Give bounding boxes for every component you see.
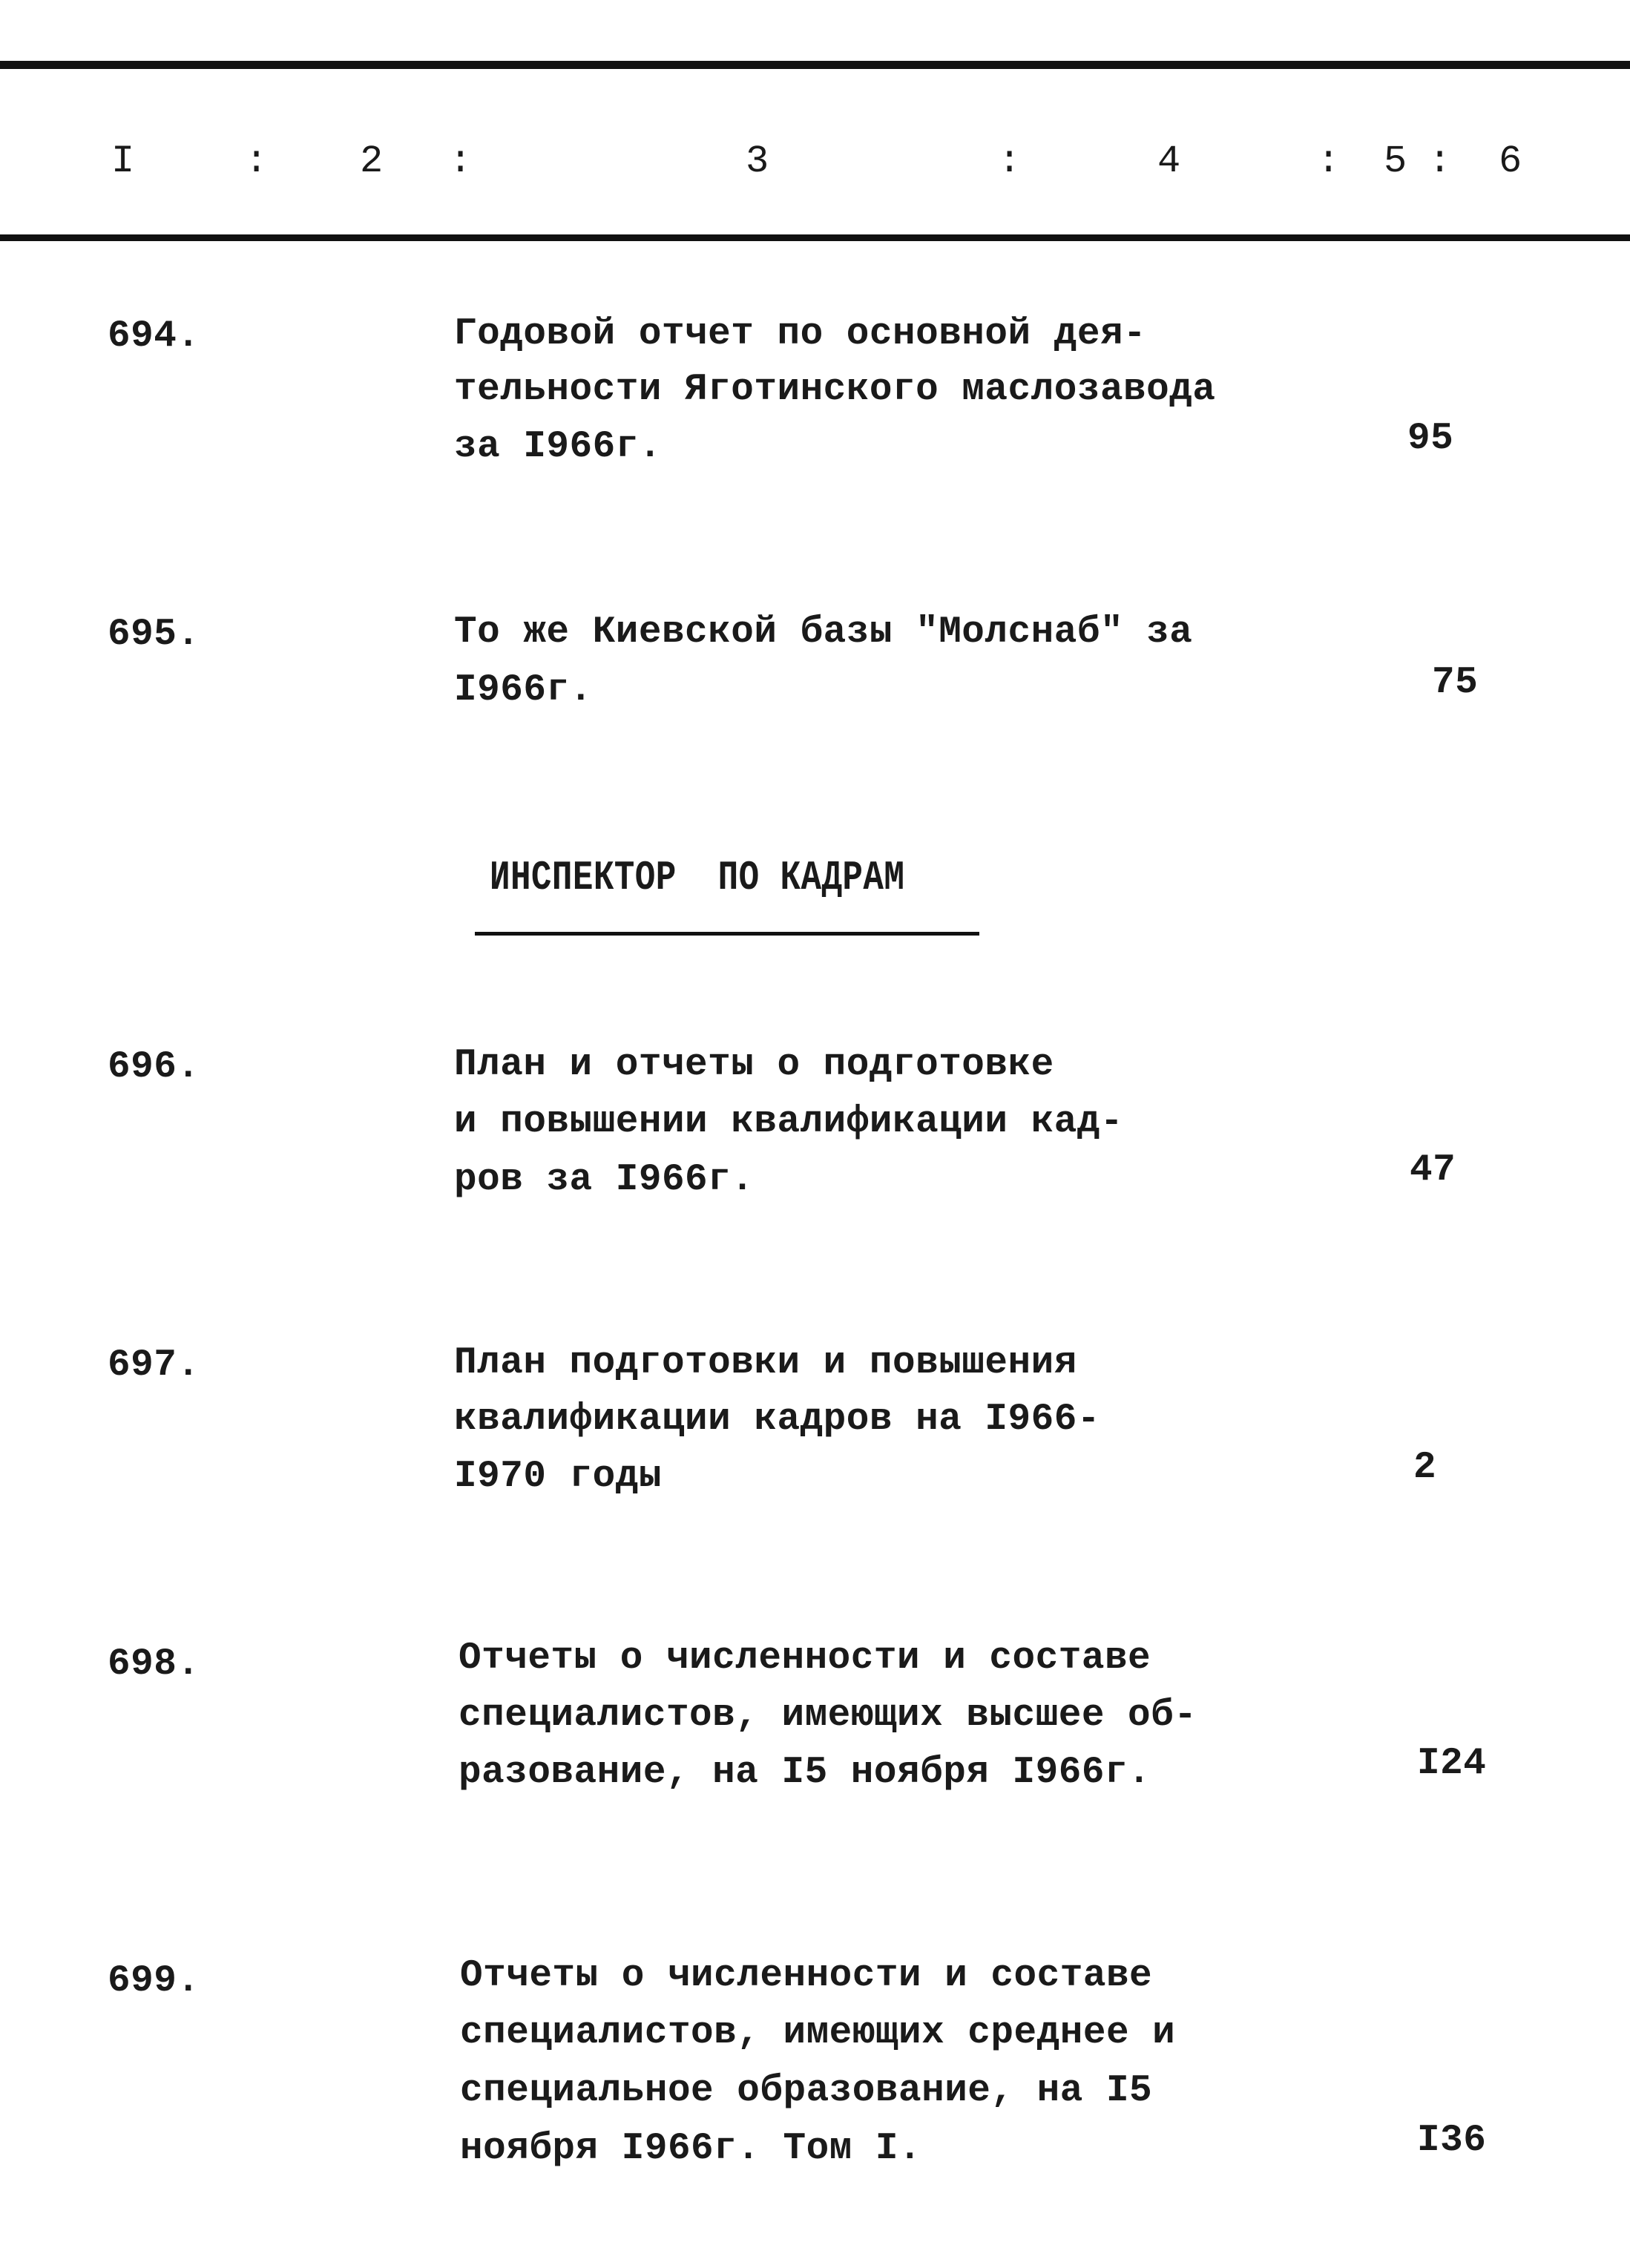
item-text-line: специалистов, имеющих высшее об- (459, 1695, 1197, 1737)
item-text-line: разование, на I5 ноября I966г. (459, 1752, 1151, 1794)
item-sheet-count: 2 (1413, 1447, 1437, 1489)
item-text-line: I966г. (454, 669, 593, 711)
column-separator: : (1428, 139, 1452, 183)
item-sheet-count: 95 (1407, 418, 1454, 460)
section-heading-underline (475, 932, 979, 936)
item-text-line: Отчеты о численности и составе (459, 1637, 1151, 1680)
item-text-line: квалификации кадров на I966- (454, 1398, 1100, 1441)
item-text-line: специалистов, имеющих среднее и (460, 2012, 1176, 2054)
column-header-2: 2 (360, 139, 384, 183)
column-header-4: 4 (1157, 139, 1181, 183)
column-separator: : (998, 139, 1022, 183)
item-number: 699. (108, 1960, 200, 2002)
item-text-line: Отчеты о численности и составе (460, 1955, 1153, 1997)
column-separator: : (449, 139, 473, 183)
item-sheet-count: I36 (1417, 2120, 1487, 2162)
item-text-line: План подготовки и повышения (454, 1342, 1077, 1384)
column-header-3: 3 (746, 139, 769, 183)
item-number: 698. (108, 1643, 200, 1686)
item-sheet-count: 47 (1410, 1149, 1456, 1191)
item-text-line: I970 годы (454, 1456, 662, 1498)
column-header-5: 5 (1384, 139, 1407, 183)
item-text-line: за I966г. (454, 426, 662, 468)
item-text-line: Годовой отчет по основной дея- (454, 313, 1147, 355)
item-text-line: специальное образование, на I5 (460, 2070, 1153, 2112)
item-number: 697. (108, 1344, 200, 1387)
item-text-line: План и отчеты о подготовке (454, 1044, 1054, 1086)
header-bottom-rule (0, 234, 1630, 241)
item-text-line: тельности Яготинского маслозавода (454, 369, 1216, 411)
column-header-6: 6 (1499, 139, 1522, 183)
item-text-line: ров за I966г. (454, 1159, 755, 1201)
column-separator: : (1317, 139, 1341, 183)
item-number: 695. (108, 614, 200, 656)
item-number: 696. (108, 1046, 200, 1088)
header-top-rule (0, 61, 1630, 69)
section-heading: ИНСПЕКТОР ПО КАДРАМ (490, 854, 905, 901)
item-number: 694. (108, 315, 200, 358)
item-text-line: ноября I966г. Том I. (460, 2128, 922, 2170)
item-text-line: То же Киевской базы "Молснаб" за (454, 611, 1193, 654)
column-separator: : (245, 139, 269, 183)
item-sheet-count: I24 (1417, 1743, 1487, 1785)
item-sheet-count: 75 (1432, 662, 1479, 704)
item-text-line: и повышении квалификации кад- (454, 1101, 1124, 1143)
column-header-1: I (111, 139, 135, 183)
